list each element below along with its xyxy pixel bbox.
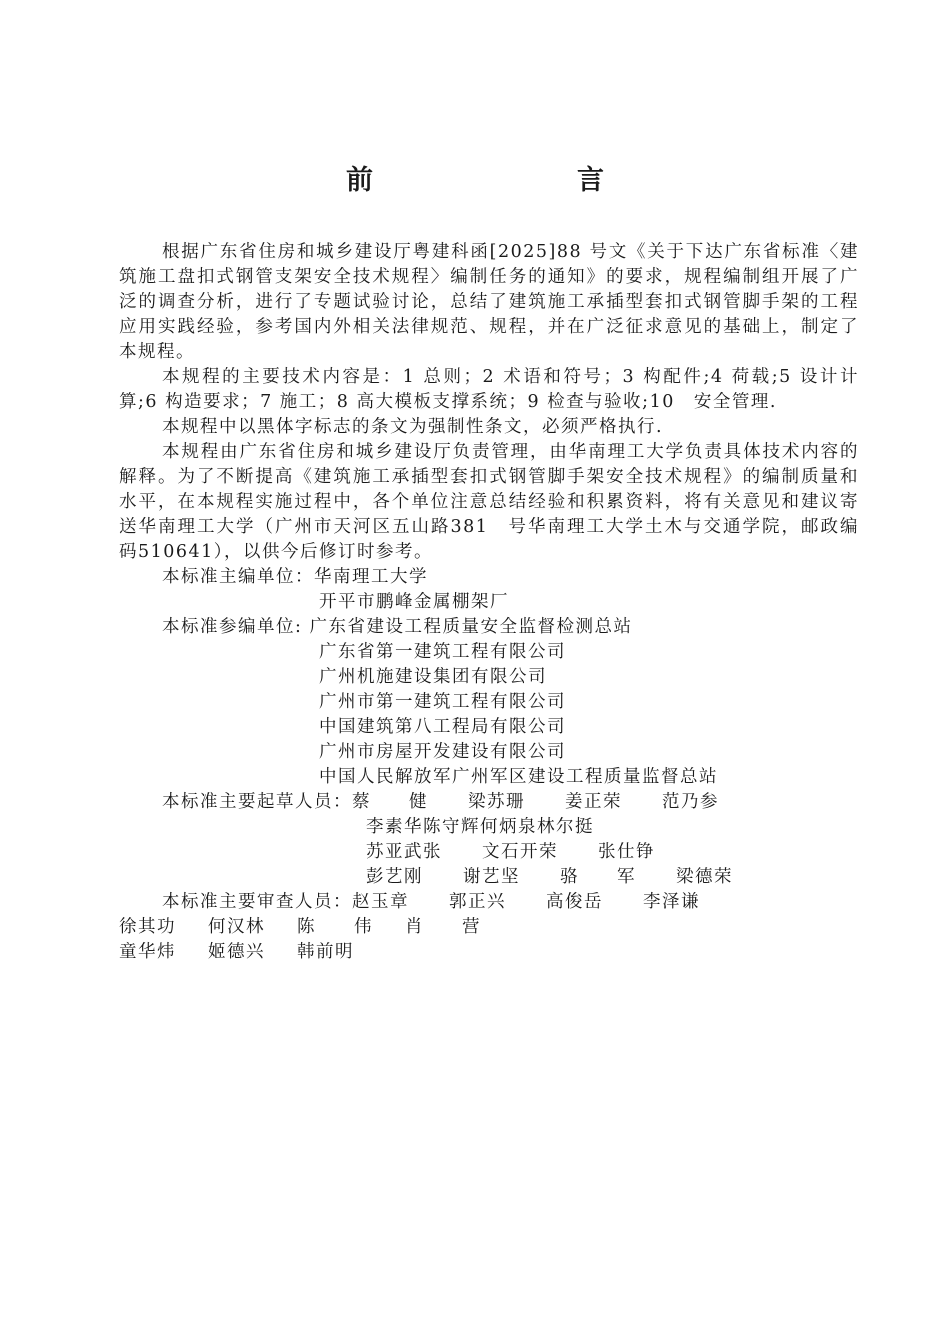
participating-unit: 广东省第一建筑工程有限公司 <box>319 642 566 662</box>
chief-unit-line <box>119 590 859 615</box>
paragraph-mandatory: 本规程中以黑体字标志的条文为强制性条文，必须严格执行. <box>162 417 664 437</box>
chief-unit: 开平市鹏峰金属棚架厂 <box>319 592 509 612</box>
reviewers-label: 本标准主要审查人员： <box>162 892 352 912</box>
reviewers-line <box>119 915 859 940</box>
drafters-line <box>119 840 859 865</box>
participating-units-line <box>119 615 859 640</box>
participating-unit-line <box>119 715 859 740</box>
document-body <box>119 240 859 965</box>
reviewer-name: 赵玉章 <box>352 892 409 912</box>
participating-units-label: 本标准参编单位: <box>162 617 303 637</box>
drafter-name: 梁苏珊 <box>468 792 525 812</box>
chief-units-line <box>119 565 859 590</box>
reviewer-name: 童华炜 <box>119 942 176 962</box>
drafters-label: 本标准主要起草人员： <box>162 792 352 812</box>
drafter-name: 谢艺坚 <box>463 867 520 887</box>
participating-unit-line <box>119 640 859 665</box>
reviewers-line <box>119 940 859 965</box>
drafter-name: 梁德荣 <box>676 867 733 887</box>
paragraph-basis: 根据广东省住房和城乡建设厅粤建科函[2025]88 号文《关于下达广东省标准〈建筑施工盘扣式钢管支架安全技术规程〉编制任务的通知》的要求，规程编制组开展了广泛的调查分析，进行了专题试验讨论，总结了建筑施工承插型套扣式钢管脚手架的工程应用实践经验，参考国内外相关法律规范、规程，并在广泛征求意见的基础上，制定了本规程。 <box>119 242 859 362</box>
reviewer-name: 徐其功 <box>119 917 176 937</box>
reviewer-name: 肖 营 <box>405 917 481 937</box>
drafter-name: 文石开荣 <box>482 842 558 862</box>
drafters-line <box>119 790 859 815</box>
drafters-line <box>119 865 859 890</box>
participating-unit: 广州市第一建筑工程有限公司 <box>319 692 566 712</box>
participating-unit: 中国建筑第八工程局有限公司 <box>319 717 566 737</box>
drafter-name: 彭艺刚 <box>366 867 423 887</box>
drafters-line <box>119 815 859 840</box>
reviewer-name: 高俊岳 <box>546 892 603 912</box>
reviewer-name: 陈 伟 <box>297 917 373 937</box>
drafter-name: 蔡 健 <box>352 792 428 812</box>
paragraph-management: 本规程由广东省住房和城乡建设厅负责管理，由华南理工大学负责具体技术内容的解释。为了不断提高《建筑施工承插型套扣式钢管脚手架安全技术规程》的编制质量和水平，在本规程实施过程中，各个单位注意总结经验和积累资料，将有关意见和建议寄送华南理工大学（广州市天河区五山路381 号华南理工大学土木与交通学院，邮政编码510641），以供今后修订时参考。 <box>119 442 859 562</box>
chief-units-label: 本标准主编单位： <box>162 567 314 587</box>
participating-unit: 广州机施建设集团有限公司 <box>319 667 547 687</box>
paragraph-main-content: 本规程的主要技术内容是：1 总则；2 术语和符号；3 构配件;4 荷载;5 设计计算;6 构造要求；7 施工；8 高大模板支撑系统；9 检查与验收;10 安全管理. <box>119 367 859 412</box>
drafter-name: 张仕铮 <box>598 842 655 862</box>
participating-unit: 中国人民解放军广州军区建设工程质量监督总站 <box>319 767 718 787</box>
participating-unit-line <box>119 740 859 765</box>
drafter-name: 范乃参 <box>662 792 719 812</box>
reviewers-line <box>119 890 859 915</box>
participating-unit: 广州市房屋开发建设有限公司 <box>319 742 566 762</box>
drafter-name: 姜正荣 <box>565 792 622 812</box>
chief-unit: 华南理工大学 <box>314 567 428 587</box>
reviewer-name: 韩前明 <box>297 942 354 962</box>
drafter-names: 李素华陈守辉何炳泉林尔挺 <box>366 817 594 837</box>
reviewer-name: 郭正兴 <box>449 892 506 912</box>
drafter-name: 苏亚武张 <box>366 842 442 862</box>
participating-unit-line <box>119 765 859 790</box>
reviewer-name: 李泽谦 <box>643 892 700 912</box>
reviewer-name: 姬德兴 <box>208 942 265 962</box>
participating-unit-line <box>119 665 859 690</box>
participating-unit: 广东省建设工程质量安全监督检测总站 <box>309 617 633 637</box>
drafter-name: 骆 军 <box>560 867 636 887</box>
page-title: 前 言 <box>346 165 654 196</box>
participating-unit-line <box>119 690 859 715</box>
reviewer-name: 何汉林 <box>208 917 265 937</box>
